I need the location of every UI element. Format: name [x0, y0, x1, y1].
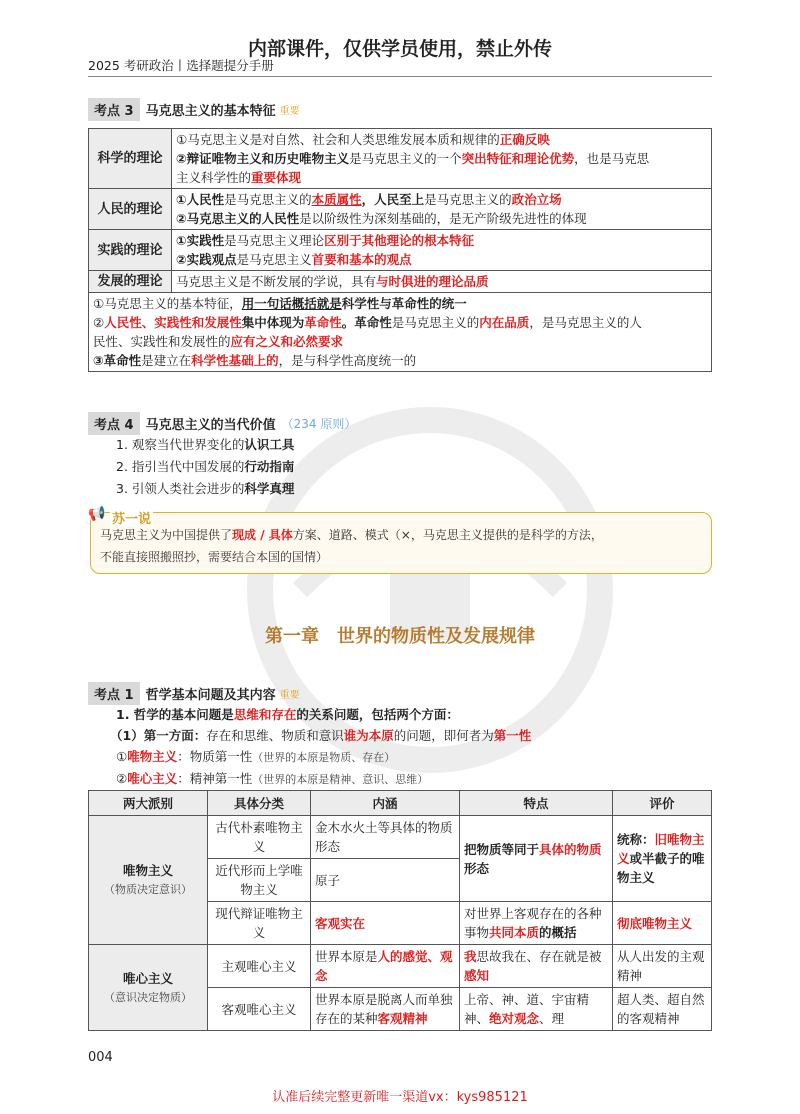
definition-cell: 金木水火土等具体的物质形态: [311, 816, 460, 859]
definition-cell: 世界本原是脱离人而单独存在的某种客观精神: [311, 988, 460, 1031]
category-cell: 客观唯心主义: [208, 988, 311, 1031]
col-header: 具体分类: [208, 791, 311, 816]
evaluation-cell: 超人类、超自然的客观精神: [613, 988, 712, 1031]
list-item: 1. 观察当代世界变化的认识工具: [116, 437, 295, 452]
table-row: [89, 230, 712, 271]
tip-text: 马克思主义为中国提供了现成 / 具体方案、道路、模式（×，马克思主义提供的是科学的方法， 不能直接照搬照抄，需要结合本国的国情）: [100, 528, 603, 564]
col-header: 内涵: [311, 791, 460, 816]
kd3-heading: [88, 98, 300, 121]
category-cell: 古代朴素唯物主义: [208, 816, 311, 859]
kd4-title: 马克思主义的当代价值: [145, 418, 276, 433]
list-item: 3. 引领人类社会进步的科学真理: [116, 481, 295, 496]
evaluation-cell: 彻底唯物主义: [613, 902, 712, 945]
kd1-tag: 考点 1: [88, 682, 140, 705]
kd4-note: （234 原则）: [281, 417, 357, 431]
kd3-tag: 考点 3: [88, 98, 140, 121]
category-cell: 现代辩证唯物主义: [208, 902, 311, 945]
definition-cell: 世界本原是人的感觉、观念: [311, 945, 460, 988]
footer-notice: 认准后续完整更新唯一渠道vx：kys985121: [272, 1090, 528, 1105]
chapter-title: 第一章 世界的物质性及发展规律: [265, 626, 535, 647]
feature-cell: 把物质等同于具体的物质形态: [460, 816, 613, 902]
header-divider: [88, 76, 712, 77]
category-cell: 主观唯心主义: [208, 945, 311, 988]
kd3-title: 马克思主义的基本特征: [145, 104, 276, 119]
table-row: [89, 129, 712, 189]
category-cell: 近代形而上学唯物主义: [208, 859, 311, 902]
kd3-badge: 重要: [279, 106, 300, 117]
kd1-body: 1. 哲学的基本问题是思维和存在的关系问题，包括两个方面： （1）第一方面：存在和思维、物质和意识谁为本原的问题，即何者为第一性 ①唯物主义：物质第一性（世界的本原是物质、存在） ②唯心主义：精神第一性（世界的本原是精神、意识、思维）: [110, 707, 532, 786]
table-row: [89, 816, 712, 859]
book-subtitle: 2025 考研政治丨选择题提分手册: [88, 58, 274, 73]
col-header: 评价: [613, 791, 712, 816]
row-head-people: 人民的理论: [89, 189, 172, 230]
row-body-practice: ①实践性是马克思主义理论区别于其他理论的根本特征 ②实践观点是马克思主义首要和基本的观点: [172, 230, 712, 271]
table-header-row: [89, 791, 712, 816]
kd4-tag: 考点 4: [88, 412, 140, 435]
definition-cell: 原子: [311, 859, 460, 902]
col-header: 特点: [460, 791, 613, 816]
kd1-badge: 重要: [279, 690, 300, 701]
col-header: 两大派别: [89, 791, 208, 816]
summary-cell: ①马克思主义的基本特征，用一句话概括就是科学性与革命性的统一 ②人民性、实践性和发展性集中体现为革命性。革命性是马克思主义的内在品质，是马克思主义的人 民性、实践性和发展性的应有之义和必然要求 ③革命性是建立在科学性基础上的，是与科学性高度统一的: [89, 293, 712, 372]
feature-cell: 上帝、神、道、宇宙精神、绝对观念、理: [460, 988, 613, 1031]
table-row: [89, 293, 712, 372]
tip-title: 苏一说: [110, 508, 153, 527]
table-row: [89, 945, 712, 988]
evaluation-cell: 统称：旧唯物主义或半截子的唯物主义: [613, 816, 712, 902]
kd4-heading: [88, 412, 356, 435]
kd4-list: [116, 434, 294, 500]
row-head-practice: 实践的理论: [89, 230, 172, 271]
list-item: 2. 指引当代中国发展的行动指南: [116, 459, 295, 474]
features-table: [88, 128, 712, 372]
table-row: [89, 189, 712, 230]
schools-table: [88, 790, 712, 1031]
confidential-banner: 内部课件，仅供学员使用，禁止外传: [247, 38, 552, 60]
page-number: 004: [88, 1050, 113, 1065]
row-head-development: 发展的理论: [89, 271, 172, 293]
row-head-science: 科学的理论: [89, 129, 172, 189]
kd1-title: 哲学基本问题及其内容: [145, 688, 276, 703]
row-body-people: ①人民性是马克思主义的本质属性，人民至上是马克思主义的政治立场 ②马克思主义的人民性是以阶级性为深刻基础的，是无产阶级先进性的体现: [172, 189, 712, 230]
megaphone-icon: 📢: [88, 506, 106, 522]
school-idealism: 唯心主义 （意识决定物质）: [89, 945, 208, 1031]
evaluation-cell: 从人出发的主观精神: [613, 945, 712, 988]
school-materialism: 唯物主义 （物质决定意识）: [89, 816, 208, 945]
kd1-heading: [88, 682, 300, 705]
feature-cell: 我思故我在、存在就是被感知: [460, 945, 613, 988]
row-body-science: ①马克思主义是对自然、社会和人类思维发展本质和规律的正确反映 ②辩证唯物主义和历史唯物主义是马克思主义的一个突出特征和理论优势，也是马克思 主义科学性的重要体现: [172, 129, 712, 189]
definition-cell: 客观实在: [311, 902, 460, 945]
table-row: [89, 271, 712, 293]
row-body-development: 马克思主义是不断发展的学说，具有与时俱进的理论品质: [172, 271, 712, 293]
feature-cell: 对世界上客观存在的各种事物共同本质的概括: [460, 902, 613, 945]
